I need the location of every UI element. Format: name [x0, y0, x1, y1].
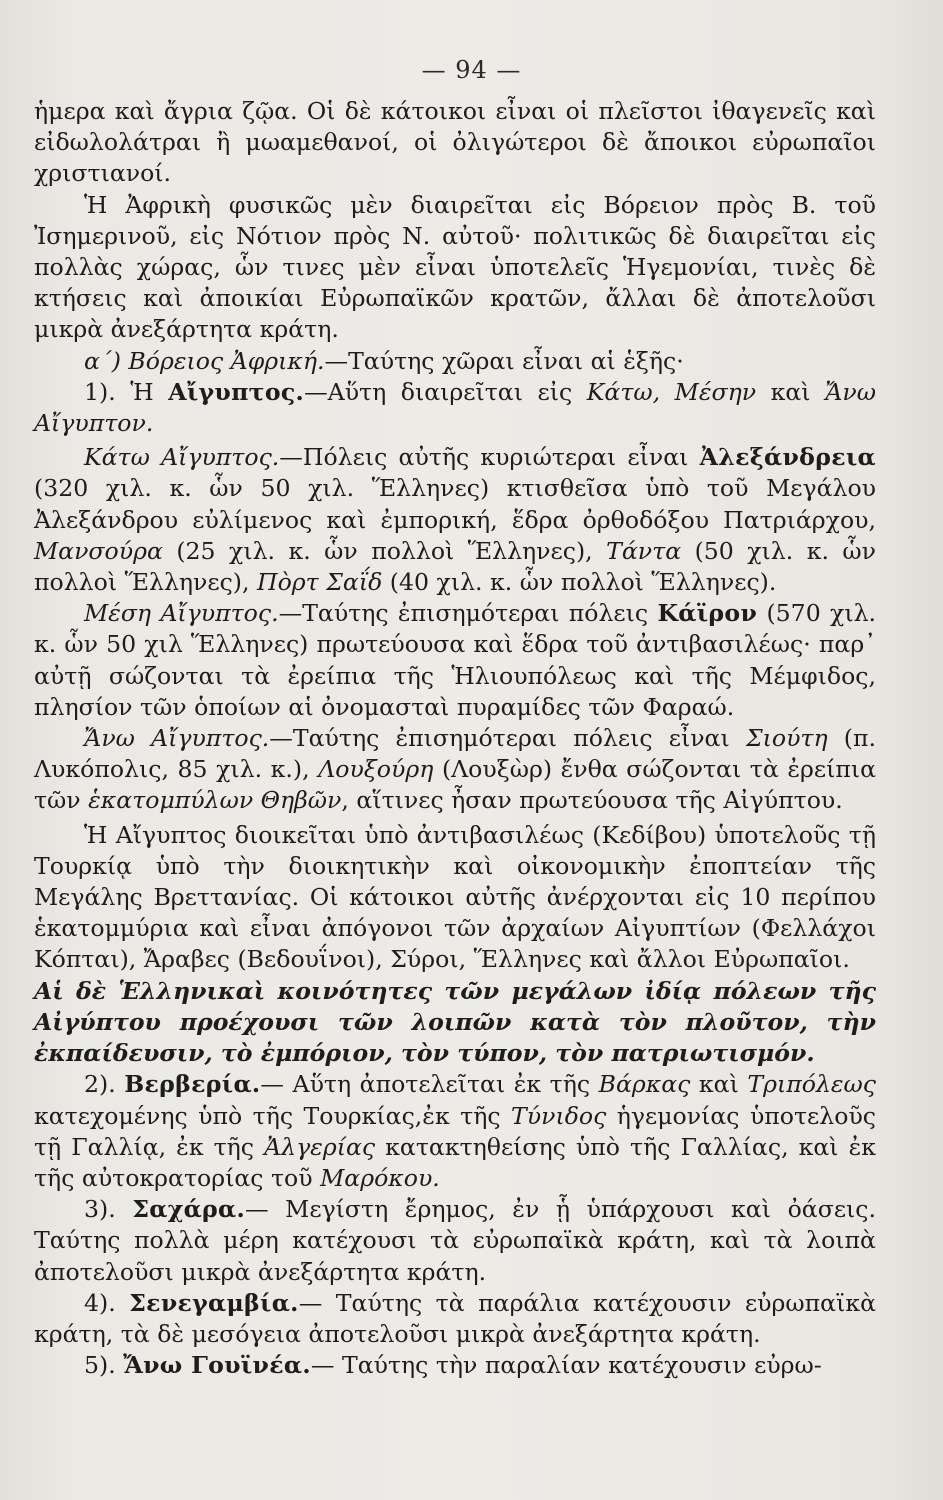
entry-title-barbary: Βερβερία.: [124, 1070, 261, 1099]
paragraph-upper-egypt: Ἄνω Αἴγυπτος.—Ταύτης ἐπισημότεραι πόλεις εἶναι Σιούτη (π. Λυκόπολις, 85 χιλ. κ.), Λουξούρη (Λουξὼρ) ἔνθα σώζονται τὰ ἐρείπια τῶν ἑκατομπύλων Θηβῶν, αἵτινες ἦσαν πρωτεύουσα τῆς Αἰγύπτου.: [34, 724, 877, 815]
paragraph-greek-communities: Αἱ δὲ Ἑλληνικαὶ κοινότητες τῶν μεγάλων ἰδίᾳ πόλεων τῆς Αἰγύπτου προέχουσι τῶν λοιπῶν κατὰ τὸν πλοῦτον, τὴν ἐκπαίδευσιν, τὸ ἐμπόριον, τὸν τύπον, τὸν πατριωτισμόν.: [34, 976, 876, 1068]
entry-senegambia: 4). Σενεγαμβία.— Ταύτης τὰ παράλια κατέχουσιν εὐρωπαϊκὰ κράτη, τὰ δὲ μεσόγεια ἀποτελοῦσι μικρὰ ἀνεξάρτητα κράτη.: [34, 1288, 877, 1348]
section-heading: α΄) Βόρειος Ἀφρική.: [84, 346, 325, 375]
page-number: — 94 —: [421, 56, 522, 84]
paragraph-middle-egypt: Μέση Αἴγυπτος.—Ταύτης ἐπισημότεραι πόλεις Κάϊρον (570 χιλ. κ. ὧν 50 χιλ Ἕλληνες) πρωτεύουσα καὶ ἕδρα τοῦ ἀντιβασιλέως· παρ᾽ αὐτῇ σώζονται τὰ ἐρείπια τῆς Ἡλιουπόλεως καὶ τῆς Μέμφιδος, πλησίον τῶν ὁποίων αἱ ὀνομασταὶ πυραμίδες τῶν Φαραώ.: [34, 599, 877, 721]
entry-barbary: 2). Βερβερία.— Αὕτη ἀποτελεῖται ἐκ τῆς Βάρκας καὶ Τριπόλεως κατεχομένης ὑπὸ τῆς Τουρκίας,ἐκ τῆς Τύνιδος ἡγεμονίας ὑποτελοῦς τῇ Γαλλίᾳ, ἐκ τῆς Ἀλγερίας κατακτηθείσης ὑπὸ τῆς Γαλλίας, καὶ ἐκ τῆς αὐτοκρατορίας τοῦ Μαρόκου.: [34, 1070, 877, 1192]
section-north-africa: α΄) Βόρειος Ἀφρική.—Ταύτης χῶραι εἶναι αἱ ἑξῆς·: [84, 346, 684, 375]
paragraph-africa-division: Ἡ Ἀφρικὴ φυσικῶς μὲν διαιρεῖται εἰς Βόρειον πρὸς Β. τοῦ Ἰσημερινοῦ, εἰς Νότιον πρὸς Ν. αὐτοῦ· πολιτικῶς δὲ διαιρεῖται εἰς πολλὰς χώρας, ὧν τινες μὲν εἶναι ὑποτελεῖς Ἡγεμονίαι, τινὲς δὲ κτήσεις καὶ ἀποικίαι Εὐρωπαϊκῶν κρατῶν, ἄλλαι δὲ ἀποτελοῦσι μικρὰ ἀνεξάρτητα κράτη.: [34, 190, 876, 344]
entry-egypt: 1). Ἡ Αἴγυπτος.—Αὕτη διαιρεῖται εἰς Κάτω, Μέσην καὶ Ἄνω Αἴγυπτον.: [34, 377, 877, 438]
body-text: [34, 96, 876, 1381]
city-alexandria: Ἀλεξάνδρεια: [699, 443, 877, 472]
entry-title-sahara: Σαχάρα.: [132, 1195, 245, 1224]
subsection-heading: Μέση Αἴγυπτος.: [84, 599, 279, 628]
subsection-heading: Ἄνω Αἴγυπτος.: [84, 724, 270, 753]
subsection-heading: Κάτω Αἴγυπτος.: [84, 443, 280, 472]
city-cairo: Κάϊρον: [657, 599, 758, 628]
paragraph-lower-egypt: Κάτω Αἴγυπτος.—Πόλεις αὐτῆς κυριώτεραι εἶναι Ἀλεξάνδρεια (320 χιλ. κ. ὧν 50 χιλ. Ἕλληνες) κτισθεῖσα ὑπὸ τοῦ Μεγάλου Ἀλεξάνδρου εὐλίμενος καὶ ἐμπορική, ἕδρα ὀρθοδόξου Πατριάρχου, Μανσούρα (25 χιλ. κ. ὧν πολλοὶ Ἕλληνες), Τάντα (50 χιλ. κ. ὧν πολλοὶ Ἕλληνες), Πὸρτ Σαΐδ (40 χιλ. κ. ὧν πολλοὶ Ἕλληνες).: [34, 443, 877, 597]
entry-title-egypt: Αἴγυπτος.: [168, 377, 305, 406]
entry-sahara: 3). Σαχάρα.— Μεγίστη ἔρημος, ἐν ᾗ ὑπάρχουσι καὶ ὀάσεις. Ταύτης πολλὰ μέρη κατέχουσι τὰ εὐρωπαϊκὰ κράτη, καὶ τὰ λοιπὰ ἀποτελοῦσι μικρὰ ἀνεξάρτητα κράτη.: [34, 1195, 877, 1286]
paragraph-animals: ἡμερα καὶ ἄγρια ζῷα. Οἱ δὲ κάτοικοι εἶναι οἱ πλεῖστοι ἰθαγενεῖς καὶ εἰδωλολάτραι ἢ μωαμεθανοί, οἱ ὀλιγώτεροι δὲ ἄποικοι εὐρωπαῖοι χριστιανοί.: [34, 97, 876, 188]
paragraph-egypt-administration: Ἡ Αἴγυπτος διοικεῖται ὑπὸ ἀντιβασιλέως (Κεδίβου) ὑποτελοῦς τῇ Τουρκίᾳ ὑπὸ τὴν διοικητικὴν καὶ οἰκονομικὴν ἐποπτείαν τῆς Μεγάλης Βρεττανίας. Οἱ κάτοικοι αὐτῆς ἀνέρχονται εἰς 10 περίπου ἑκατομμύρια καὶ εἶναι ἀπόγονοι τῶν ἀρχαίων Αἰγυπτίων (Φελλάχοι Κόπται), Ἄραβες (Βεδουΐνοι), Σύροι, Ἕλληνες καὶ ἄλλοι Εὐρωπαῖοι.: [34, 820, 876, 974]
entry-upper-guinea: 5). Ἄνω Γουϊνέα.— Ταύτης τὴν παραλίαν κατέχουσιν εὐρω-: [84, 1351, 822, 1380]
entry-title-senegambia: Σενεγαμβία.: [129, 1288, 299, 1317]
entry-title-upper-guinea: Ἄνω Γουϊνέα.: [123, 1351, 311, 1380]
